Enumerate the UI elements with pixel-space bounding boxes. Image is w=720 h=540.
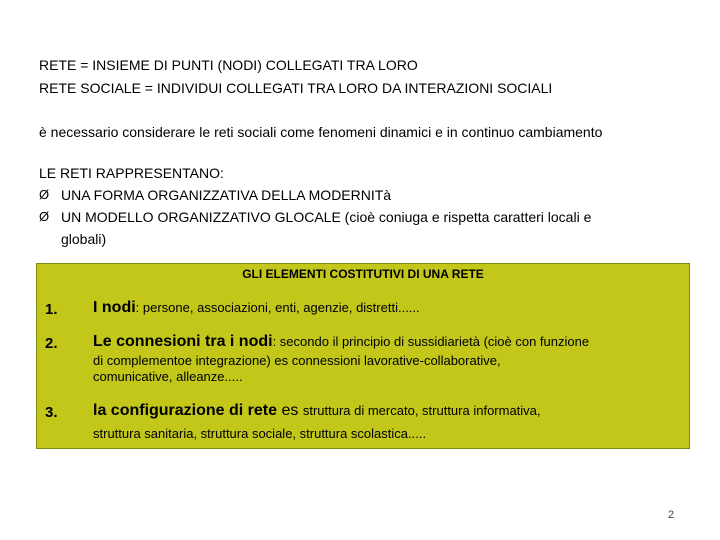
dynamic-statement: è necessario considerare le reti sociali come fenomeni dinamici e in continuo cambiamento [39, 124, 603, 140]
box-title: GLI ELEMENTI COSTITUTIVI DI UNA RETE [242, 267, 484, 281]
item-number: 2. [45, 335, 58, 352]
bullet-item-2: UN MODELLO ORGANIZZATIVO GLOCALE (cioè coniuga e rispetta caratteri locali e [61, 209, 592, 225]
item-text: : secondo il principio di sussidiarietà (cioè con funzione [272, 334, 590, 349]
item-continuation: struttura sanitaria, struttura sociale, struttura scolastica..... [93, 426, 427, 441]
definition-rete: RETE = INSIEME DI PUNTI (NODI) COLLEGATI TRA LORO [39, 57, 418, 73]
item-continuation: comunicative, alleanze..... [93, 369, 243, 384]
element-item-nodes [93, 300, 420, 315]
arrow-bullet-icon: Ø [39, 187, 50, 202]
item-text: : persone, associazioni, enti, agenzie, distretti...... [135, 300, 420, 315]
definition-rete-sociale: RETE SOCIALE = INDIVIDUI COLLEGATI TRA LORO DA INTERAZIONI SOCIALI [39, 80, 553, 96]
item-number: 3. [45, 404, 58, 421]
arrow-bullet-icon: Ø [39, 209, 50, 224]
elements-box [36, 263, 690, 449]
bullet-item-1: UNA FORMA ORGANIZZATIVA DELLA MODERNITà [61, 187, 392, 203]
bullet-item-2-continuation: globali) [61, 231, 107, 247]
item-continuation: di complementoe integrazione) es connessioni lavorative-collaborative, [93, 353, 501, 368]
item-term: I nodi [93, 299, 136, 316]
element-item-connections [93, 334, 589, 349]
item-connector: es [277, 402, 303, 419]
item-term: la configurazione di rete [93, 402, 278, 419]
page-number: 2 [668, 509, 675, 521]
element-item-configuration [93, 403, 541, 418]
represents-heading: LE RETI RAPPRESENTANO: [39, 165, 224, 181]
item-text: struttura di mercato, struttura informativa, [302, 403, 541, 418]
item-number: 1. [45, 301, 58, 318]
item-term: Le connesioni tra i nodi [93, 333, 273, 350]
